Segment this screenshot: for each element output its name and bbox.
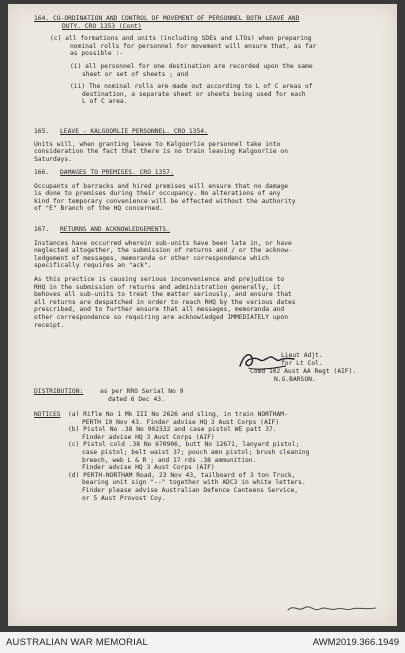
para-167-p2-line4: all returns are despatched in order to reach RHQ by the various dates [34,298,296,306]
para-166 [34,169,379,213]
notices-label: NOTICES [34,411,61,418]
archive-footer [0,632,405,653]
distribution-line2: dated 6 Dec 43. [108,395,165,403]
notice-a-line1: (a) Rifle No 1 Mk III No 2626 and sling, in train NORTHAM- [68,411,288,418]
signature-unit-block [250,368,356,383]
notice-b-line1: (b) Pistol No .38 No 902332 and case pistol WE patt 37. [68,426,277,434]
para-166-title: DAMAGES TO PREMISES. CRO 1357. [60,169,174,176]
notice-d-line1: (d) PERTH-NORTHAM Road, 23 Nov 43, tailboard of 3 ton Truck, [68,471,296,479]
distribution-line1: as per RRO Serial No 9 [100,388,184,395]
para-165-title: LEAVE - KALGOORLIE PERSONNEL. CRO 1354. [60,128,208,135]
para-167-p2-line5: prescribed, and to further ensure that all messages, memoranda and [34,306,285,314]
para-164-ii-line3: L of C area. [82,98,128,106]
notices [34,411,379,502]
notice-d-line4: or 5 Aust Provost Coy. [82,494,166,502]
para-164 [34,15,379,106]
document-page [8,4,397,626]
archive-reference: AWM2019.366.1949 [312,637,399,648]
para-167-p2-line6: other correspondence so requiring are acknowledged IMMEDIATELY upon [34,313,289,321]
para-166-line2: is done to premises during their occupancy. No alterations of any [34,190,281,198]
para-167-p1-line1: Instances have occurred wherein sub-units have been late in, or have [34,239,292,247]
notice-b-line2: Finder advise HQ 3 Aust Corps (AIF) [82,433,215,441]
para-164-i-line2: sheet or set of sheets ; and [82,70,189,78]
para-167-number: 167. [34,226,50,233]
notice-c-line4: Finder advise HQ 3 Aust Corps (AIF) [82,464,215,472]
notice-c-line2: case pistol; belt waist 37; pouch amn pistol; brush cleaning [82,448,310,456]
para-167-p2-line7: receipt. [34,321,65,329]
para-164-c-line1: (c) all formations and units (including SDEs and LTOs) when preparing [50,35,312,43]
notice-c-line1: (c) Pistol cold .38 No 670906, butt No 12671, lanyard pistol; [68,441,300,449]
distribution [34,388,379,403]
para-167-p2-line1: As this practice is causing serious inconvenience and prejudice to [34,275,285,283]
para-166-line1: Occupants of barracks and hired premises will ensure that no damage [34,182,289,190]
para-167-p1-line3: ledgement of messages, memoranda or other correspondence which [34,254,270,262]
signature-unit: Comd 102 Aust AA Regt (AIF). [250,368,357,375]
para-164-c-line3: as possible :- [70,50,124,58]
distribution-label: DISTRIBUTION: [34,388,84,395]
para-164-ii-line1: (ii) The nominal rolls are made out according to L of C areas of [70,83,313,91]
para-164-ii-line2: destination, a separate sheet or sheets being used for each [82,90,306,98]
signature-for: for Lt Col. [281,359,323,367]
signature-name: N.G.BARSON. [274,375,316,383]
signature-rank: Lieut Adjt. [281,352,323,359]
handwritten-initials [284,600,380,616]
para-167 [34,226,379,329]
notice-c-line3: breech, web L & R ; and 17 rds .38 ammunition. [82,456,257,464]
notice-a-line2: PERTH 19 Nov 43. Finder advise HQ 3 Aust Corps (AIF) [82,418,280,426]
notice-d-line3: Finder please advise Australian Defence Canteens Service, [82,486,299,494]
para-167-p2-line2: RHQ in the submission of returns and administration generally, it [34,283,281,291]
para-165-line3: Saturdays. [34,155,72,163]
para-167-p1-line2: neglected altogether, the submission of returns and / or the acknow- [34,247,292,255]
para-166-number: 166. [34,169,50,176]
para-164-c-line2: nominal rolls for personnel for movement will ensure that, as far [70,42,317,50]
para-166-line3: kind for temporary convenience will be effected without the authority [34,197,296,205]
para-165-line2: consideration the fact that there is no train leaving Kalgoorlie on [34,148,289,156]
para-166-line4: of "E" Branch of the HQ concerned. [34,205,163,213]
para-167-p1-line4: specifically requires an "ack". [34,262,152,270]
para-164-i-line1: (i) all personnel for one destination are recorded upon the same [70,62,313,70]
para-164-heading: 164. CO-ORDINATION AND CONTROL OF MOVEMENT OF PERSONNEL BOTH LEAVE AND [34,15,300,22]
para-167-title: RETURNS AND ACKNOWLEDGEMENTS. [60,226,170,233]
archive-name: AUSTRALIAN WAR MEMORIAL [6,637,149,648]
para-167-p2-line3: behoves all sub-units to treat the matter seriously, and ensure that [34,291,292,299]
signature-block [281,352,323,367]
para-165-line1: Units will, when granting leave to Kalgoorlie personnel take into [34,140,281,148]
para-165-number: 165. [34,128,50,135]
para-164-heading-cont: DUTY. CRO 1353 (Cont) [62,22,142,30]
notice-d-line2: bearing unit sign "--" together with ADC3 in white letters. [82,479,306,487]
para-165 [34,128,379,163]
